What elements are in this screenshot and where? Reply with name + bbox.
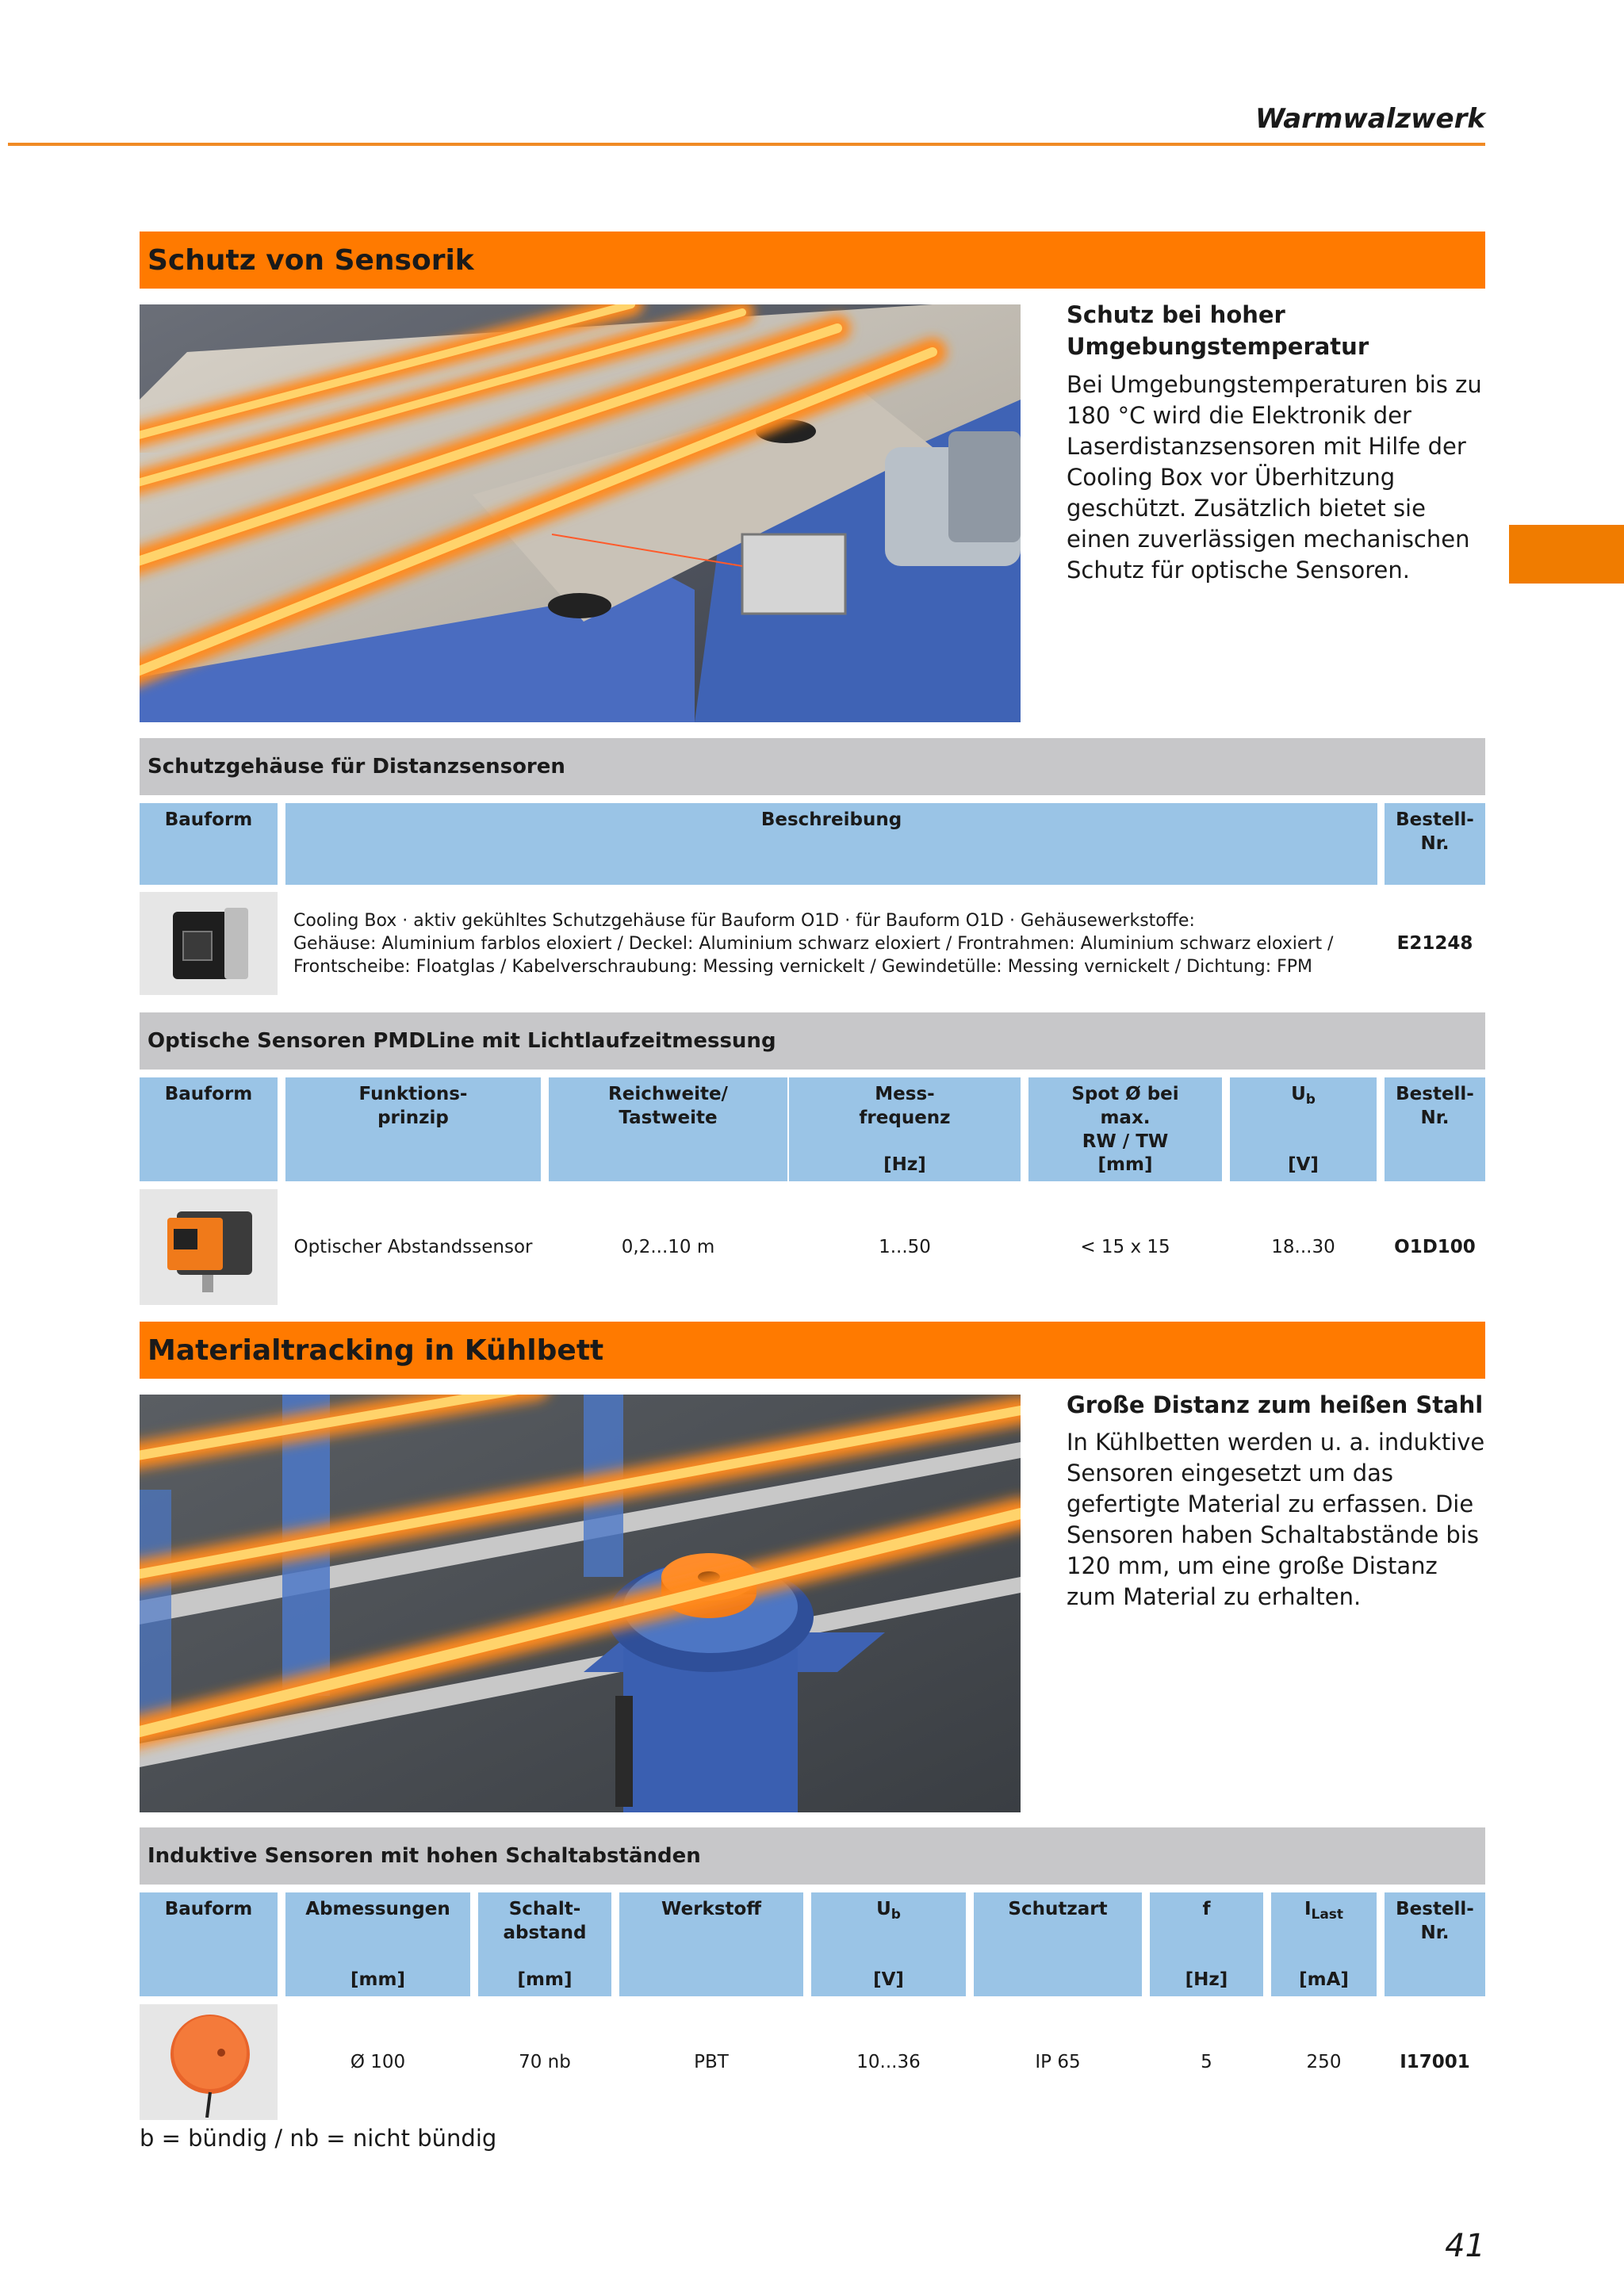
table2-header-reichweite: Reichweite/ Tastweite bbox=[549, 1077, 787, 1181]
table3-header-schutzart: Schutzart bbox=[974, 1892, 1142, 1996]
table3-ilast: 250 bbox=[1306, 2052, 1342, 2072]
table3-header-werkstoff: Werkstoff bbox=[619, 1892, 803, 1996]
table2-header-funktion: Funktions- prinzip bbox=[285, 1077, 541, 1181]
table3-f: 5 bbox=[1201, 2052, 1212, 2072]
page-number: 41 bbox=[1445, 2228, 1485, 2264]
table3-abm: Ø 100 bbox=[350, 2052, 406, 2072]
section1-side-body: Bei Umgebungstemperaturen bis zu 180 °C wird die Elektronik der Laserdistanzsensoren mit Hilfe der Cooling Box vor Überhitzung geschützt. Zusätzlich bietet sie einen zuverlässigen mechanischen Schutz für optische Sensoren. bbox=[1067, 371, 1482, 584]
table3-order-no: I17001 bbox=[1400, 2052, 1470, 2072]
table2-order-no: O1D100 bbox=[1394, 1237, 1476, 1257]
table1-description-line1: Cooling Box · aktiv gekühltes Schutzgehäuse für Bauform O1D · für Bauform O1D · Gehäusewerkstoffe: bbox=[293, 911, 1195, 931]
table2-header-ub-label: U bbox=[1291, 1084, 1306, 1104]
header-rule bbox=[8, 143, 1485, 146]
cooling-box-thumbnail bbox=[140, 892, 278, 995]
table3-header-abm-unit: [mm] bbox=[350, 1969, 405, 1990]
cooling-bed-illustration bbox=[140, 1395, 1021, 1812]
table2-title: Optische Sensoren PMDLine mit Lichtlaufzeitmessung bbox=[140, 1012, 1485, 1070]
table3-header-abm bbox=[285, 1892, 470, 1996]
table2-header-ub-unit: [V] bbox=[1288, 1154, 1319, 1175]
table3-werkstoff: PBT bbox=[694, 2052, 729, 2072]
table3-header-abm-label: Abmessungen bbox=[305, 1899, 450, 1919]
table3-header-ilast bbox=[1271, 1892, 1377, 1996]
table1-order-no: E21248 bbox=[1396, 933, 1473, 954]
table2-funktion: Optischer Abstandssensor bbox=[293, 1237, 533, 1257]
table3-header-bauform: Bauform bbox=[140, 1892, 278, 1996]
table1-title: Schutzgehäuse für Distanzsensoren bbox=[140, 738, 1485, 795]
table1-header-bestell: Bestell- Nr. bbox=[1385, 803, 1485, 885]
table3-title: Induktive Sensoren mit hohen Schaltabständen bbox=[140, 1827, 1485, 1885]
section2-side-body: In Kühlbetten werden u. a. induktive Sensoren eingesetzt um das gefertigte Material zu erfassen. Die Sensoren haben Schaltabstände bis 120 mm, um eine große Distanz zum Material zu erhalten. bbox=[1067, 1429, 1485, 1610]
table2-mess: 1...50 bbox=[879, 1237, 931, 1257]
section-title: Schutz von Sensorik bbox=[140, 232, 1485, 289]
rolling-mill-illustration bbox=[140, 304, 1021, 722]
table3-header-ilast-label: I bbox=[1304, 1899, 1312, 1919]
table2-header-mess-label: Mess- frequenz bbox=[859, 1084, 951, 1128]
table2-header-spot-label: Spot Ø bei max. RW / TW bbox=[1071, 1084, 1179, 1152]
inductive-sensor-icon bbox=[153, 2007, 264, 2118]
table2-spot: < 15 x 15 bbox=[1080, 1237, 1170, 1257]
table1-description bbox=[293, 909, 1372, 978]
section1-side-title: Schutz bei hoher Umgebungstemperatur bbox=[1067, 301, 1369, 360]
table2-ub: 18...30 bbox=[1271, 1237, 1335, 1257]
table1-description-line3: Frontscheibe: Floatglas / Kabelverschraubung: Messing vernickelt / Gewindetülle: Messing vernickelt / Dichtung: FPM bbox=[293, 957, 1313, 977]
table3-header-ilast-sub: Last bbox=[1311, 1907, 1344, 1923]
cooling-box-icon bbox=[161, 900, 256, 987]
table3-header-schalt-unit: [mm] bbox=[517, 1969, 573, 1990]
table3-header-f-unit: [Hz] bbox=[1185, 1969, 1228, 1990]
table2-header-ub-sub: b bbox=[1305, 1092, 1316, 1108]
table1-header-bauform: Bauform bbox=[140, 803, 278, 885]
table3-header-ub-sub: b bbox=[891, 1907, 901, 1923]
o1d-sensor-thumbnail bbox=[140, 1189, 278, 1305]
table3-header-schalt bbox=[478, 1892, 611, 1996]
table2-header-mess-unit: [Hz] bbox=[883, 1154, 926, 1175]
table3-header-ilast-unit: [mA] bbox=[1299, 1969, 1349, 1990]
running-title: Warmwalzwerk bbox=[1255, 103, 1485, 135]
optical-sensor-icon bbox=[153, 1196, 264, 1299]
table2-header-spot bbox=[1028, 1077, 1222, 1181]
section2-side-title: Große Distanz zum heißen Stahl bbox=[1067, 1391, 1484, 1418]
footnote: b = bündig / nb = nicht bündig bbox=[140, 2125, 497, 2152]
table2-header-spot-unit: [mm] bbox=[1097, 1154, 1153, 1175]
table3-header-schalt-label: Schalt- abstand bbox=[503, 1899, 587, 1943]
section-title: Materialtracking in Kühlbett bbox=[140, 1322, 1485, 1379]
table3-schutzart: IP 65 bbox=[1035, 2052, 1081, 2072]
table3-ub: 10...36 bbox=[856, 2052, 921, 2072]
table2-header-mess bbox=[789, 1077, 1021, 1181]
table3-header-ub bbox=[811, 1892, 966, 1996]
i17001-sensor-thumbnail bbox=[140, 2004, 278, 2120]
photo-cooling-bed bbox=[140, 1395, 1021, 1812]
table2-header-bauform: Bauform bbox=[140, 1077, 278, 1181]
table2-reichweite: 0,2...10 m bbox=[621, 1237, 715, 1257]
photo-rolling-mill bbox=[140, 304, 1021, 722]
table3-header-bestell: Bestell- Nr. bbox=[1385, 1892, 1485, 1996]
table3-header-f bbox=[1150, 1892, 1263, 1996]
table1-header-beschreibung: Beschreibung bbox=[285, 803, 1377, 885]
table3-header-f-label: f bbox=[1202, 1899, 1211, 1919]
table2-header-ub bbox=[1230, 1077, 1377, 1181]
table3-header-ub-label: U bbox=[876, 1899, 891, 1919]
table3-header-ub-unit: [V] bbox=[873, 1969, 904, 1990]
section-tab bbox=[1509, 525, 1624, 584]
table1-description-line2: Gehäuse: Aluminium farblos eloxiert / Deckel: Aluminium schwarz eloxiert / Frontrahmen: Aluminium schwarz eloxiert / bbox=[293, 934, 1334, 954]
table2-header-bestell: Bestell- Nr. bbox=[1385, 1077, 1485, 1181]
table3-schalt: 70 nb bbox=[519, 2052, 571, 2072]
